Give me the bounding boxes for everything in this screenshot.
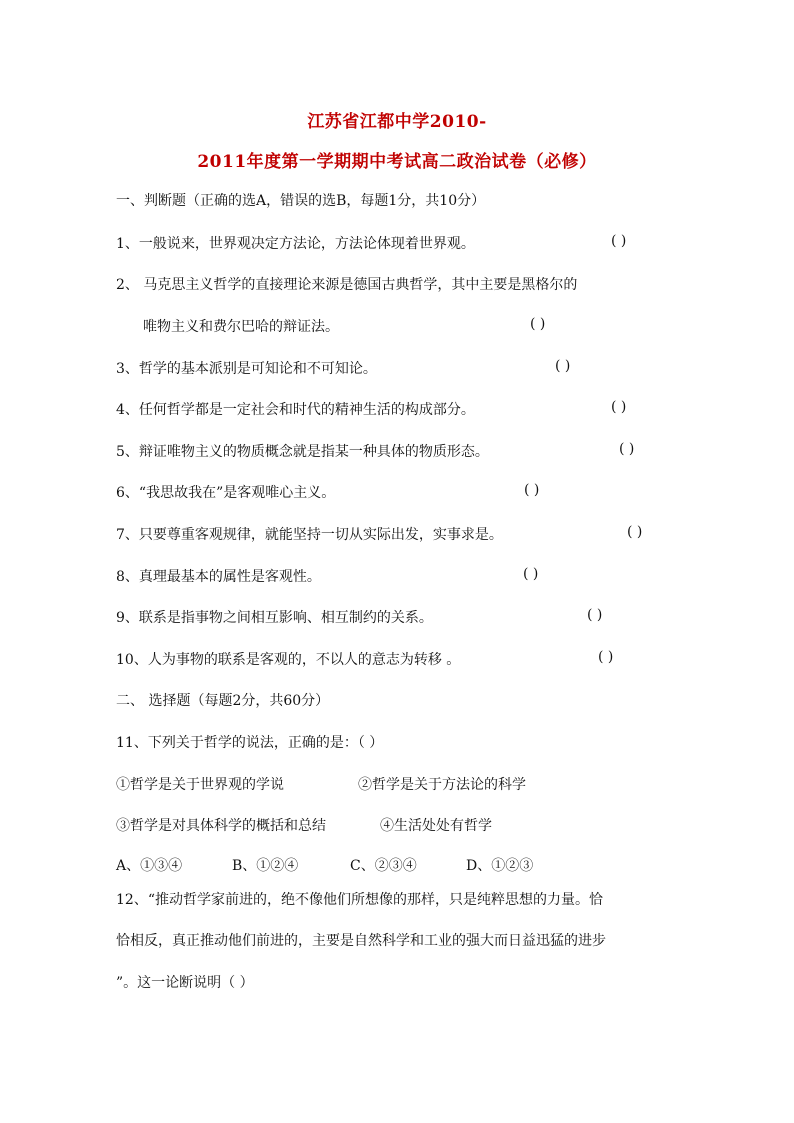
question-11-stem: 11、下列关于哲学的说法，正确的是：（ ） [116,735,384,751]
answer-bracket-8: ( ) [523,566,539,582]
question-12-line-3: ”。这一论断说明（ ） [116,975,254,991]
answer-bracket-5: ( ) [619,441,635,457]
question-5: 5、辩证唯物主义的物质概念就是指某一种具体的物质形态。 [116,444,489,460]
question-11-option-a: A、①③④ [116,858,183,874]
answer-bracket-10: ( ) [598,649,614,665]
question-12-line-2: 恰相反，真正推动他们前进的，主要是自然科学和工业的强大而日益迅猛的进步 [116,933,606,949]
question-6: 6、“我思故我在”是客观唯心主义。 [116,485,336,501]
section1-heading: 一、判断题（正确的选A，错误的选B，每题1分，共10分） [116,193,486,209]
question-10: 10、人为事物的联系是客观的，不以人的意志为转移 。 [116,652,461,668]
answer-bracket-9: ( ) [587,607,603,623]
question-8: 8、真理最基本的属性是客观性。 [116,569,321,585]
question-11-statement-3: ③哲学是对具体科学的概括和总结 [116,818,326,834]
answer-bracket-7: ( ) [627,524,643,540]
question-1: 1、一般说来，世界观决定方法论，方法论体现着世界观。 [116,236,475,252]
section2-heading: 二、 选择题（每题2分，共60分） [116,693,330,709]
question-4: 4、任何哲学都是一定社会和时代的精神生活的构成部分。 [116,402,475,418]
question-2: 2、 马克思主义哲学的直接理论来源是德国古典哲学，其中主要是黑格尔的 [116,277,578,293]
exam-title-line1: 江苏省江都中学2010- [307,112,487,132]
question-11-statement-4: ④生活处处有哲学 [380,818,492,834]
question-9: 9、联系是指事物之间相互影响、相互制约的关系。 [116,610,433,626]
question-12-line-1: 12、“推动哲学家前进的，绝不像他们所想像的那样，只是纯粹思想的力量。恰 [116,892,603,908]
answer-bracket-3: ( ) [555,358,571,374]
exam-title-line2: 2011年度第一学期期中考试高二政治试卷（必修） [197,152,597,172]
question-11-option-c: C、②③④ [350,858,417,874]
question-2-continuation: 唯物主义和费尔巴哈的辩证法。 [143,319,339,335]
question-11-option-d: D、①②③ [466,858,534,874]
answer-bracket-2: ( ) [530,316,546,332]
question-11-option-b: B、①②④ [232,858,299,874]
answer-bracket-1: ( ) [611,233,627,249]
question-11-statement-2: ②哲学是关于方法论的科学 [358,777,526,793]
question-7: 7、只要尊重客观规律，就能坚持一切从实际出发，实事求是。 [116,527,503,543]
question-11-statement-1: ①哲学是关于世界观的学说 [116,777,284,793]
answer-bracket-6: ( ) [524,482,540,498]
question-3: 3、哲学的基本派别是可知论和不可知论。 [116,361,377,377]
answer-bracket-4: ( ) [611,399,627,415]
